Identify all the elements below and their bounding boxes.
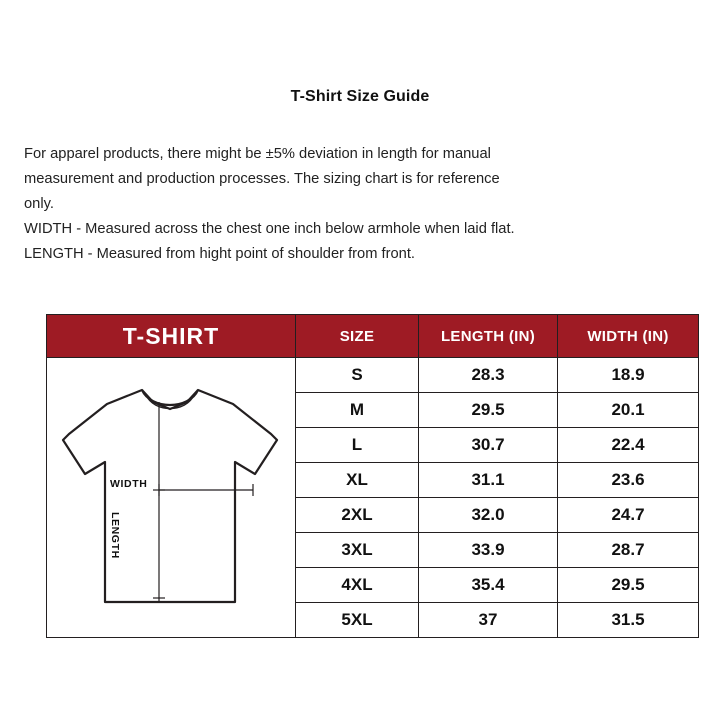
cell-length: 32.0 [419,498,558,533]
header-product: T-SHIRT [47,315,296,358]
intro-line-5: LENGTH - Measured from hight point of shoulder from front. [24,246,416,262]
cell-width: 29.5 [558,568,699,603]
cell-size: 4XL [296,568,419,603]
tshirt-diagram-cell [47,358,296,638]
header-size: SIZE [296,315,419,358]
cell-width: 24.7 [558,498,699,533]
cell-size: 5XL [296,603,419,638]
cell-length: 28.3 [419,358,558,393]
cell-width: 23.6 [558,463,699,498]
cell-size: L [296,428,419,463]
cell-size: 2XL [296,498,419,533]
tshirt-illustration-icon [47,362,293,634]
cell-width: 31.5 [558,603,699,638]
cell-length: 37 [419,603,558,638]
cell-length: 33.9 [419,533,558,568]
intro-line-3: only. [24,196,54,212]
cell-length: 35.4 [419,568,558,603]
intro-line-4: WIDTH - Measured across the chest one inch below armhole when laid flat. [24,221,515,237]
cell-length: 30.7 [419,428,558,463]
intro-line-1: For apparel products, there might be ±5% deviation in length for manual [24,146,491,162]
table-row [47,358,699,393]
cell-size: 3XL [296,533,419,568]
header-width: WIDTH (IN) [558,315,699,358]
cell-length: 29.5 [419,393,558,428]
diagram-width-label: WIDTH [110,477,148,490]
page-title: T-Shirt Size Guide [290,88,430,105]
cell-size: M [296,393,419,428]
cell-size: S [296,358,419,393]
intro-line-2: measurement and production processes. The sizing chart is for reference [24,171,500,187]
cell-width: 18.9 [558,358,699,393]
diagram-length-label: LENGTH [109,511,121,559]
intro-paragraph [0,106,720,267]
cell-size: XL [296,463,419,498]
table-header-row [47,315,699,358]
header-length: LENGTH (IN) [419,315,558,358]
cell-width: 22.4 [558,428,699,463]
tshirt-diagram [47,362,293,634]
size-chart-container [46,314,674,638]
cell-width: 20.1 [558,393,699,428]
size-chart-table [46,314,699,638]
cell-length: 31.1 [419,463,558,498]
cell-width: 28.7 [558,533,699,568]
